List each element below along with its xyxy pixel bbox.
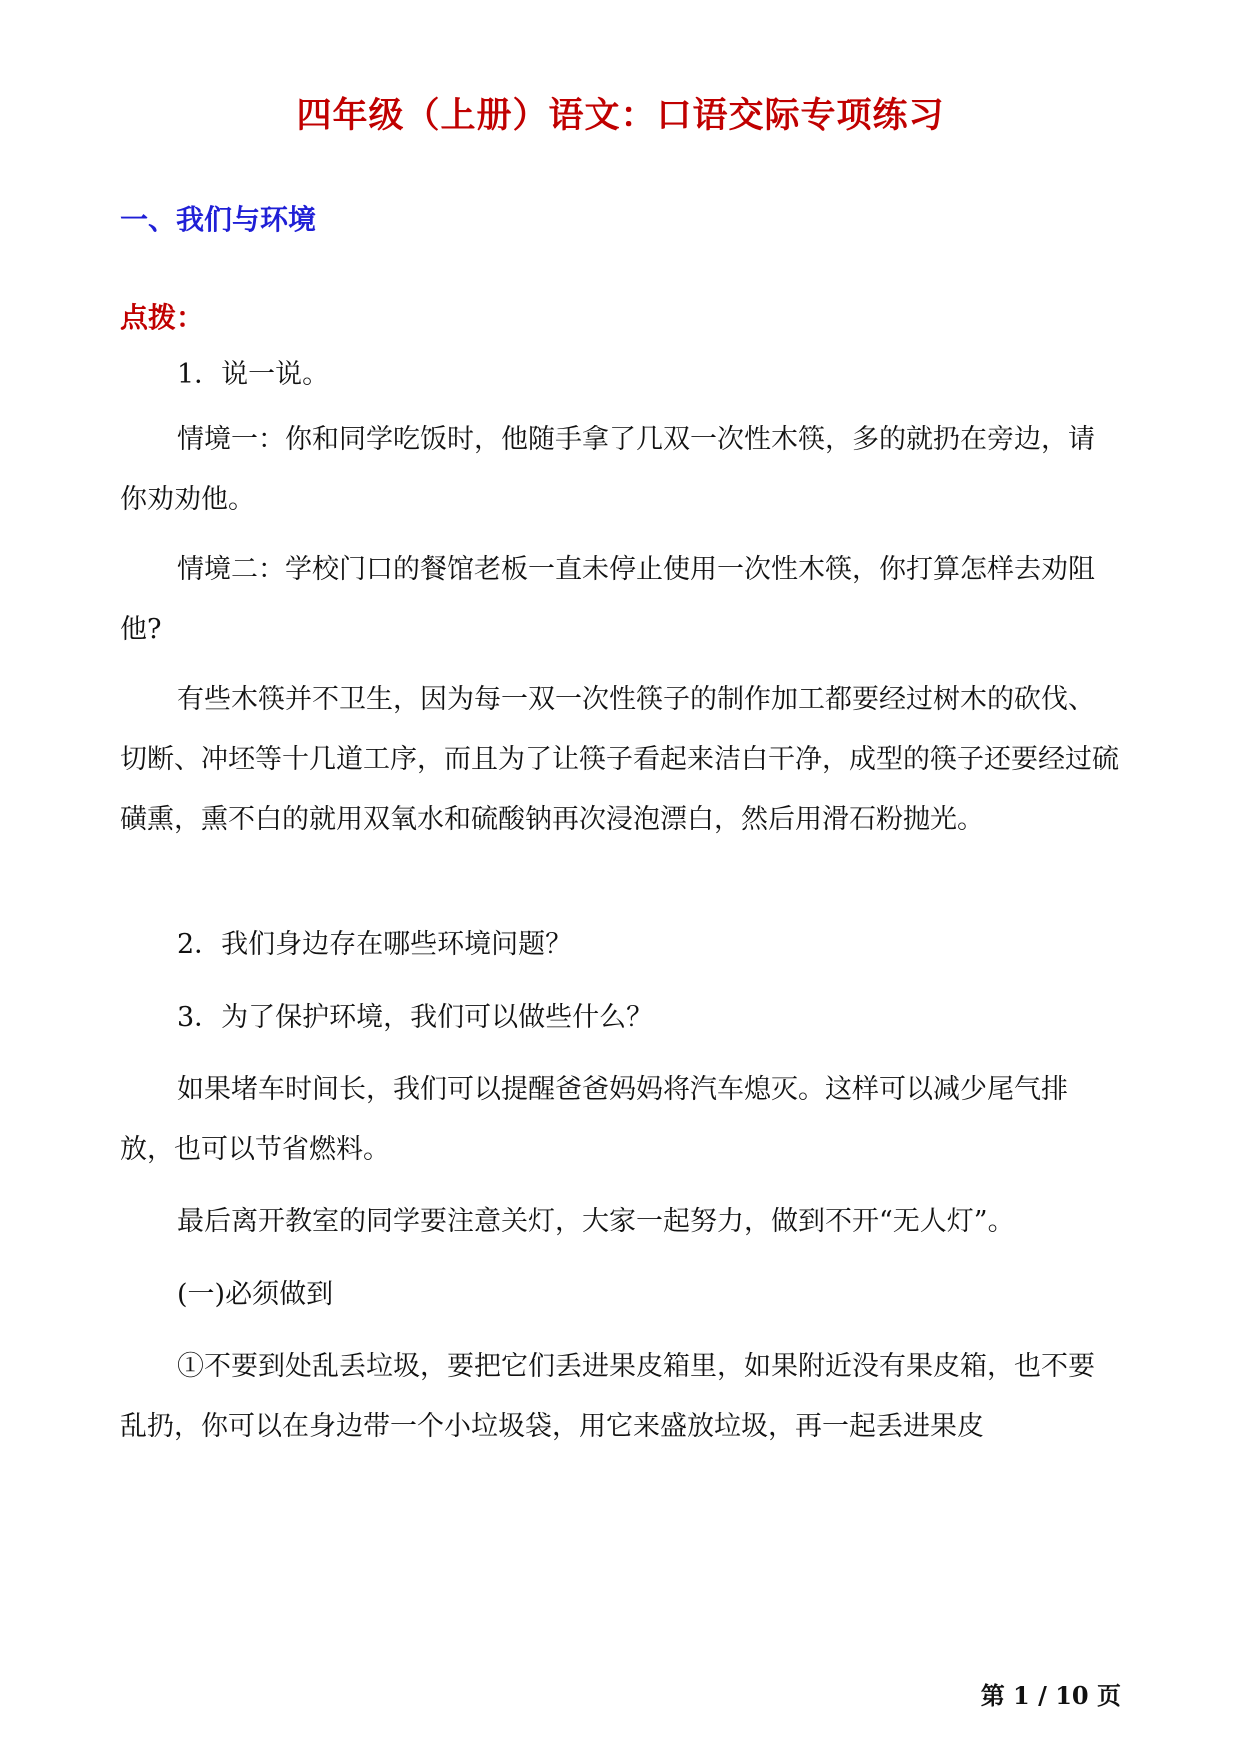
paragraph	[120, 1265, 1120, 1325]
paragraph-text: 情境一：你和同学吃饭时，他随手拿了几双一次性木筷，多的就扔在旁边，请你劝劝他。	[120, 424, 1095, 515]
paragraph-text: 2．我们身边存在哪些环境问题？	[177, 929, 573, 960]
paragraph	[120, 1192, 1120, 1252]
paragraph	[120, 988, 1120, 1048]
section-heading: 一、我们与环境	[120, 203, 317, 236]
document-title: 四年级（上册）语文：口语交际专项练习	[296, 95, 945, 136]
sub-heading: 点拨：	[120, 301, 205, 334]
paragraph-text: 3．为了保护环境，我们可以做些什么？	[177, 1002, 654, 1033]
paragraph	[120, 915, 1120, 975]
paragraph-text: 情境二：学校门口的餐馆老板一直未停止使用一次性木筷，你打算怎样去劝阻他?	[120, 554, 1095, 645]
paragraph-text: 1．说一说。	[177, 359, 330, 390]
paragraph-text: 如果堵车时间长，我们可以提醒爸爸妈妈将汽车熄灭。这样可以减少尾气排放，也可以节省燃料。	[120, 1074, 1068, 1165]
paragraph	[120, 345, 1120, 405]
paragraph	[120, 1337, 1120, 1457]
paragraph-text: 最后离开教室的同学要注意关灯，大家一起努力，做到不开“无人灯”。	[177, 1206, 1015, 1237]
paragraph-text: ①不要到处乱丢垃圾，要把它们丢进果皮箱里，如果附近没有果皮箱，也不要乱扔，你可以在身边带一个小垃圾袋，用它来盛放垃圾，再一起丢进果皮	[120, 1351, 1095, 1442]
paragraph	[120, 540, 1120, 660]
paragraph-text: 有些木筷并不卫生，因为每一双一次性筷子的制作加工都要经过树木的砍伐、切断、冲坯等十几道工序，而且为了让筷子看起来洁白干净，成型的筷子还要经过硫磺熏，熏不白的就用双氧水和硫酸钠再次浸泡漂白，然后用滑石粉抛光。	[120, 684, 1119, 835]
page-number: 第 1 / 10 页	[980, 1681, 1121, 1710]
paragraph	[120, 670, 1120, 850]
paragraph	[120, 1060, 1120, 1180]
paragraph	[120, 410, 1120, 530]
paragraph-text: (一)必须做到	[177, 1279, 334, 1310]
